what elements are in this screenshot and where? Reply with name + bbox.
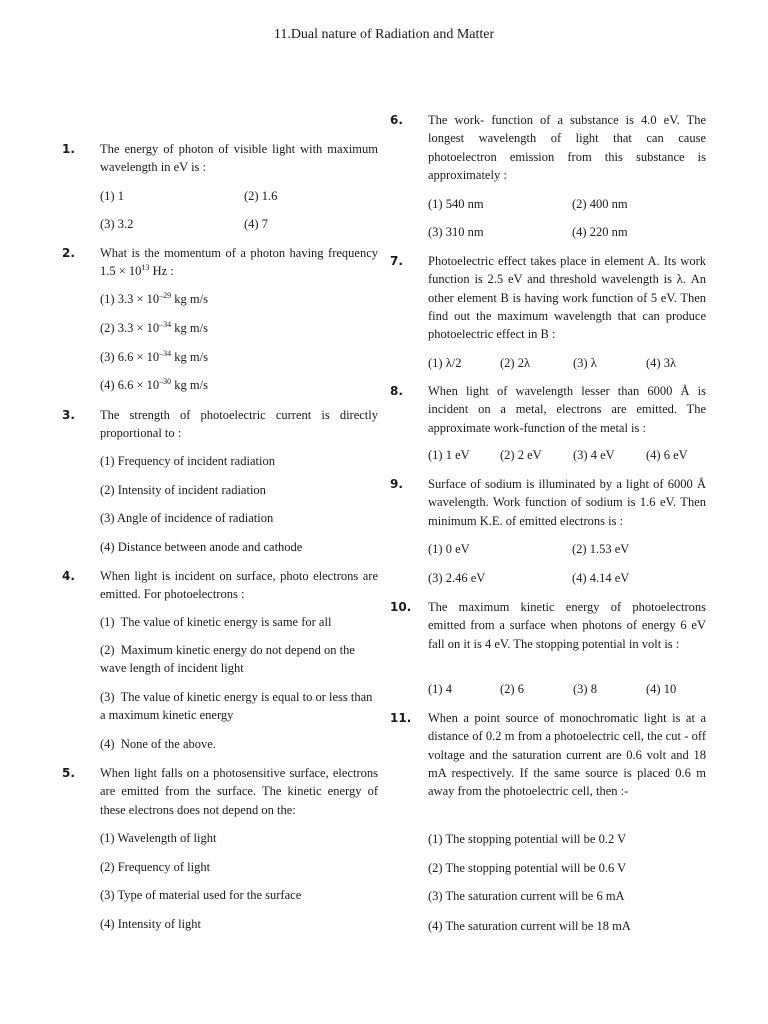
option: (1) $3.3 \times 10^{-29}$ kg m/s: [100, 291, 208, 306]
option: (4) 7: [244, 217, 268, 231]
option: (2) Frequency of light: [100, 860, 211, 874]
option: (2) Intensity of incident radiation: [100, 483, 266, 497]
question-text: When light is incident on surface, photo electrons are emitted. For photoelectrons :: [100, 569, 378, 602]
page-title: 11.Dual nature of Radiation and Matter: [273, 27, 495, 42]
question-number: 10.: [390, 600, 412, 614]
question-number: 2.: [62, 246, 75, 260]
option: (4) The saturation current will be 18 mA: [428, 919, 631, 933]
option: (1) 1 eV: [428, 448, 470, 462]
option: (2) 1.6: [244, 189, 278, 203]
question-number: 5.: [62, 766, 75, 780]
option: (1) 0 eV: [428, 542, 470, 556]
option: (4) 10: [646, 682, 677, 696]
question-text: The energy of photon of visible light with maximum wavelength in eV is :: [100, 142, 378, 175]
option: (4) Intensity of light: [100, 917, 202, 931]
option: (1) The value of kinetic energy is same for all: [100, 615, 332, 629]
question-number: 11.: [390, 711, 412, 725]
question-text: When light falls on a photosensitive surface, electrons are emitted from the surface. The kinetic energy of these electrons does not depend on the:: [100, 766, 378, 817]
option: (3) 2.46 eV: [428, 571, 486, 585]
option: (1) The stopping potential will be 0.2 V: [428, 832, 627, 846]
option: (1) 4: [428, 682, 452, 696]
question-text: The maximum kinetic energy of photoelectrons emitted from a surface when photons of energy 6 eV fall on it is 4 eV. The stopping potential in volt is :: [428, 600, 706, 651]
option: (1) Frequency of incident radiation: [100, 454, 275, 468]
question-text: When light of wavelength lesser than 6000 Å is incident on a metal, electrons are emitted. The approximate work-function of the metal is :: [428, 384, 706, 435]
option: (1) λ/2: [428, 356, 462, 370]
option: (3) 4 eV: [573, 448, 615, 462]
option: (2) 1.53 eV: [572, 542, 630, 556]
option: (2) 6: [500, 682, 524, 696]
option: (3) The value of kinetic energy is equal to or less than a maximum kinetic energy: [100, 690, 373, 722]
option: (3) 3.2: [100, 217, 134, 231]
option: (3) Angle of incidence of radiation: [100, 511, 274, 525]
option: (2) $3.3 \times 10^{-34}$ kg m/s: [100, 320, 208, 335]
option: (3) 310 nm: [428, 225, 484, 239]
option: (2) The stopping potential will be 0.6 V: [428, 861, 627, 875]
question-number: 1.: [62, 142, 75, 156]
option: (3) $6.6 \times 10^{-34}$ kg m/s: [100, 349, 208, 364]
question-text: The work- function of a substance is 4.0 eV. The longest wavelength of light that can cause photoelectron emission from this substance is approximately :: [428, 113, 706, 182]
option: (2) Maximum kinetic energy do not depend on the wave length of incident light: [100, 643, 355, 675]
question-number: 8.: [390, 384, 403, 398]
question-number: 6.: [390, 113, 403, 127]
question-text: Photoelectric effect takes place in element A. Its work function is 2.5 eV and threshold wavelength is λ. An other element B is having work function of 5 eV. Then find out the maximum wavelength that can produce photoelectric effect in B :: [428, 254, 706, 342]
option: (3) 8: [573, 682, 597, 696]
option: (1) 540 nm: [428, 197, 484, 211]
question-number: 3.: [62, 408, 75, 422]
option: (2) 2 eV: [500, 448, 542, 462]
option: (2) 2λ: [500, 356, 531, 370]
option: (4) 220 nm: [572, 225, 628, 239]
question-number: 9.: [390, 477, 403, 491]
question-text: The strength of photoelectric current is directly proportional to :: [100, 408, 378, 441]
question-text: Surface of sodium is illuminated by a light of 6000 Å wavelength. Work function of sodium is 1.6 eV. Then minimum K.E. of emitted electrons is :: [428, 477, 706, 528]
option: (3) The saturation current will be 6 mA: [428, 889, 625, 903]
option: (3) Type of material used for the surface: [100, 888, 302, 902]
option: (4) None of the above.: [100, 737, 216, 751]
option: (2) 400 nm: [572, 197, 628, 211]
option: (4) 6 eV: [646, 448, 688, 462]
question-number: 4.: [62, 569, 75, 583]
question-number: 7.: [390, 254, 403, 268]
option: (3) λ: [573, 356, 597, 370]
option: (4) 4.14 eV: [572, 571, 630, 585]
option: (4) Distance between anode and cathode: [100, 540, 303, 554]
question-text: When a point source of monochromatic light is at a distance of 0.2 m from a photoelectric cell, the cut - off voltage and the saturation current are 0.6 volt and 18 mA respectively. If the same source is placed 0.6 m away from the photoelectric cell, then :-: [428, 711, 706, 799]
option: (4) $6.6 \times 10^{-30}$ kg m/s: [100, 377, 208, 392]
option: (1) 1: [100, 189, 124, 203]
question-text: What is the momentum of a photon having frequency $1.5 \times 10^{13}$ Hz :: [100, 246, 378, 279]
option: (1) Wavelength of light: [100, 831, 217, 845]
option: (4) 3λ: [646, 356, 677, 370]
